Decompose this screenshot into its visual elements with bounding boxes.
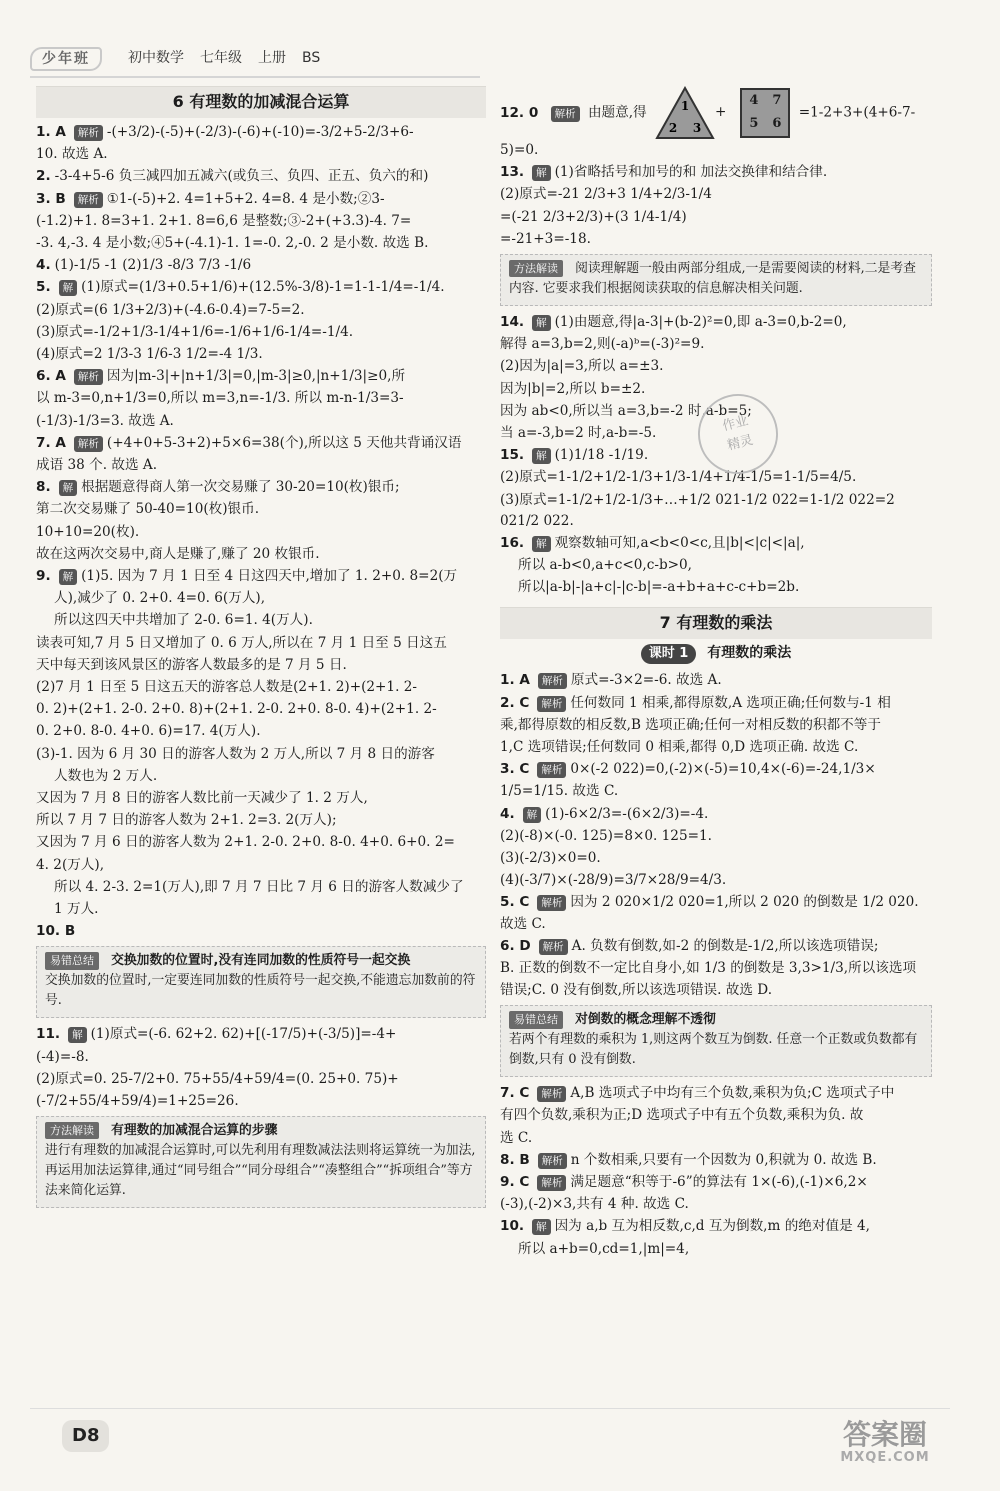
answer-text: 0×(-2 022)=0,(-2)×(-5)=10,4×(-6)=-24,1/3×: [570, 761, 876, 778]
answer-text: (2)原式=(6 1/3+2/3)+(-4.6-0.4)=7-5=2.: [36, 301, 305, 318]
answer-line: [500, 1216, 932, 1237]
answer-list-right-4: [500, 1083, 932, 1260]
shape-figure: [655, 86, 790, 140]
answer-text: (-3),(-2)×3,共有 4 种. 故选 C.: [500, 1196, 689, 1213]
answer-text: (1)原式=(1/3+0.5+1/6)+(12.5%-3/8)-1=1-1-1/4=-1/4.: [81, 279, 445, 296]
answer-text: (4)(-3/7)×(-28/9)=3/7×28/9=4/3.: [500, 872, 727, 889]
answer-line: [36, 433, 486, 454]
answer-line: [36, 411, 486, 432]
answer-line: [36, 255, 486, 276]
answer-text: (2)(-8)×(-0. 125)=8×0. 125=1.: [500, 827, 712, 844]
answer-text: 原式=-3×2=-6. 故选 A.: [570, 672, 722, 689]
plus-sign: +: [714, 104, 727, 121]
grade: 七年级: [200, 50, 242, 67]
answer-line: [500, 1239, 932, 1260]
answer-line: [500, 781, 932, 802]
answer-line: [500, 804, 932, 825]
answer-line: [36, 300, 486, 321]
answer-text: 因为 ab<0,所以当 a=3,b=-2 时,a-b=5;: [500, 402, 752, 419]
answer-line: [500, 715, 932, 736]
answer-text: (-1/3)-1/3=3. 故选 A.: [36, 412, 174, 429]
answer-tag: 解析: [551, 106, 580, 122]
answer-line: [36, 277, 486, 298]
box-body: 交换加数的位置时,一定要连同加数的性质符号一起交换,不能遗忘加数前的符号.: [45, 973, 476, 1009]
answer-line: [500, 356, 932, 377]
answer-tag: 解析: [74, 369, 103, 385]
volume: 上册: [258, 50, 286, 67]
answer-number: 11.: [36, 1026, 61, 1043]
answer-tag: 解析: [74, 125, 103, 141]
stamp-top: 作业: [721, 413, 750, 435]
answer-line: [36, 1091, 486, 1112]
answer-line: [36, 633, 486, 654]
square-cell: 5: [749, 116, 759, 132]
answer-text: -3-4+5-6 负三减四加五减六(或负三、负四、正五、负六的和): [54, 168, 429, 185]
answer-number: 7. C: [500, 1085, 530, 1102]
answer-text: (-7/2+55/4+59/4)=1+25=26.: [36, 1092, 239, 1109]
box-title: 有理数的加减混合运算的步骤: [111, 1123, 278, 1139]
section-title-6: 6 有理数的加减混合运算: [36, 86, 486, 118]
answer-number: 8. B: [500, 1151, 530, 1168]
answer-text: 错误;C. 0 没有倒数,所以该选项错误. 故选 D.: [500, 982, 773, 999]
answer-tag: 解: [532, 536, 551, 552]
answer-line: [36, 721, 486, 742]
answer-text: A. 负数有倒数,如-2 的倒数是-1/2,所以该选项错误;: [571, 937, 879, 954]
answer-number: 1. A: [500, 672, 530, 689]
answer-line: [500, 693, 932, 714]
answer-text: (3)原式=-1/2+1/3-1/4+1/6=-1/6+1/6-1/4=-1/4.: [36, 323, 354, 340]
answer-line: [500, 1105, 932, 1126]
answer-text: 人),减少了 0. 2+0. 4=0. 6(万人),: [54, 590, 266, 607]
answer-number: 15.: [500, 447, 525, 464]
answer-number: 2. C: [500, 694, 530, 711]
answer-text: -3. 4,-3. 4 是小数;④5+(-4.1)-1. 1=-0. 2,-0. 2 是小数. 故选 B.: [36, 234, 429, 251]
answer-text: (3)原式=1-1/2+1/2-1/3+…+1/2 021-1/2 022=1-1/2 022=2 021/2 022.: [500, 491, 895, 529]
answer-line: [500, 870, 932, 891]
error-summary-box-right: [500, 1005, 932, 1077]
answer-tag: 解析: [539, 939, 568, 955]
answer-text: 所以 a+b=0,cd=1,|m|=4,: [518, 1240, 690, 1257]
answer-text: (1)原式=(-6. 62+2. 62)+[(-17/5)+(-3/5)]=-4+: [90, 1026, 397, 1043]
answer-list-left: [36, 122, 486, 943]
answer-line: [36, 899, 486, 920]
lesson-pill: 课时 1: [641, 644, 697, 664]
answer-text: 因为|m-3|+|n+1/3|=0,|m-3|≥0,|n+1/3|≥0,所: [106, 368, 406, 385]
answer-text: 1 万人.: [54, 901, 99, 918]
answer-line: [500, 1128, 932, 1149]
answer-line: [36, 366, 486, 387]
box-tag: 方法解读: [509, 260, 563, 277]
square-cell: 4: [749, 93, 759, 109]
answer-text: 选 C.: [500, 1129, 533, 1146]
answer-tag: 解析: [538, 1153, 567, 1169]
answer-line: [36, 455, 486, 476]
triangle-left: 2: [668, 121, 678, 135]
answer-line: [36, 344, 486, 365]
box-tag: 易错总结: [509, 1011, 563, 1028]
answer-list-left-2: [36, 1024, 486, 1112]
answer-text: ①1-(-5)+2. 4=1+5+2. 4=8. 4 是小数;②3-: [106, 190, 385, 207]
answer-line: [500, 759, 932, 780]
answer-text: 读表可知,7 月 5 日又增加了 0. 6 万人,所以在 7 月 1 日至 5 日这五: [36, 634, 447, 651]
answer-line: [500, 184, 932, 205]
answer-text: 又因为 7 月 6 日的游客人数为 2+1. 2-0. 2+0. 8-0. 4+0. 6+0. 2=: [36, 834, 455, 851]
answer-line: [500, 379, 932, 400]
box-title: 交换加数的位置时,没有连同加数的性质符号一起交换: [111, 953, 411, 969]
answer-text: 成语 38 个. 故选 A.: [36, 457, 158, 473]
answer-line: [36, 877, 486, 898]
answer-line: [500, 1194, 932, 1215]
answer-text: 所以 7 月 7 日的游客人数为 2+1. 2=3. 2(万人);: [36, 812, 337, 829]
lesson-title: [500, 643, 932, 665]
answer-number: 2.: [36, 168, 51, 185]
answer-tag: 解析: [74, 192, 103, 208]
answer-number: 3. B: [36, 190, 66, 207]
answer-text: n 个数相乘,只要有一个因数为 0,积就为 0. 故选 B.: [570, 1151, 877, 1168]
answer-line: [500, 980, 932, 1001]
answer-line: [500, 1172, 932, 1193]
answer-text: =(-21 2/3+2/3)+(3 1/4-1/4): [500, 208, 687, 225]
answer-text: =-21+3=-18.: [500, 230, 591, 247]
answer-number: 12. 0: [500, 104, 539, 121]
answer-line: [500, 533, 932, 554]
answer-line: [500, 162, 932, 183]
answer-text: B. 正数的倒数不一定比自身小,如 1/3 的倒数是 3,3>1/3,所以该选项: [500, 959, 917, 976]
error-summary-box: [36, 946, 486, 1018]
box-tag: 方法解读: [45, 1122, 99, 1139]
watermark-site: MXQE.COM: [840, 1449, 930, 1465]
answer-line: [500, 670, 932, 691]
answer-line: [36, 1047, 486, 1068]
answer-line: [500, 936, 932, 957]
watermark-main: 答案圈: [842, 1418, 927, 1451]
answer-line: [36, 766, 486, 787]
answer-tag: 解: [59, 569, 78, 585]
answer-number: 10.: [500, 1218, 525, 1235]
answer-line: [36, 832, 486, 853]
answer-line: [500, 1083, 932, 1104]
answer-text: -(+3/2)-(-5)+(-2/3)-(-6)+(-10)=-3/2+5-2/3+6-: [106, 123, 414, 140]
answer-text: (1)1/18 -1/19.: [554, 447, 649, 464]
answer-line: [36, 699, 486, 720]
answer-text: 根据题意得商人第一次交易赚了 30-20=10(枚)银币;: [81, 479, 400, 496]
answer-tag: 解析: [537, 696, 566, 712]
answer-text: (2)原式=0. 25-7/2+0. 75+55/4+59/4=(0. 25+0. 75)+: [36, 1070, 399, 1087]
answer-line: [500, 555, 932, 576]
answer-line: [500, 577, 932, 598]
answer-line: [500, 848, 932, 869]
answer-text: (-1.2)+1. 8=3+1. 2+1. 8=6,6 是整数;③-2+(+3.3)-4. 7=: [36, 212, 412, 229]
method-box: [36, 1116, 486, 1208]
box-tag: 易错总结: [45, 952, 99, 969]
answer-line: [500, 892, 932, 934]
box-body: 进行有理数的加减混合运算时,可以先利用有理数减法法则将运算统一为加法,再运用加法运算律,通过“同号组合”“同分母组合”“凑整组合”“拆项组合”等方法来简化运算.: [45, 1143, 476, 1198]
answer-number: 10. B: [36, 923, 76, 940]
answer-text: (-4)=-8.: [36, 1048, 89, 1065]
answer-text: 因为 2 020×1/2 020=1,所以 2 020 的倒数是 1/2 020. 故选 C.: [500, 894, 919, 932]
answer-line: [500, 826, 932, 847]
answer-line: [36, 855, 486, 876]
answer-text: 所以这四天中共增加了 2-0. 6=1. 4(万人).: [54, 612, 313, 629]
answer-tag: 解: [532, 315, 551, 331]
square-cell: 7: [772, 93, 782, 109]
answer-line: [36, 166, 486, 187]
answer-text: (1)由题意,得|a-3|+(b-2)²=0,即 a-3=0,b-2=0,: [554, 313, 847, 330]
answer-tag: 解: [532, 1219, 551, 1235]
answer-text: 所以 4. 2-3. 2=1(万人),即 7 月 7 日比 7 月 6 日的游客人数减少了: [54, 878, 464, 895]
answer-text: =1-2+3+(4+6-7-5)=0.: [500, 104, 916, 158]
answer-text: (2)因为|a|=3,所以 a=±3.: [500, 358, 664, 375]
answer-text: 因为|b|=2,所以 b=±2.: [500, 380, 646, 397]
answer-text: (+4+0+5-3+2)+5×6=38(个),所以这 5 天他共背诵汉语: [106, 434, 462, 451]
answer-line: [36, 1024, 486, 1045]
footer-divider: [30, 1408, 950, 1409]
answer-text: 天中每天到该风景区的游客人数最多的是 7 月 5 日.: [36, 656, 347, 673]
site-watermark: [810, 1420, 960, 1480]
answer-text: 乘,都得原数的相反数,B 选项正确;任何一对相反数的积都不等于: [500, 716, 881, 733]
answer-text: 0. 2)+(2+1. 2-0. 2+0. 8)+(2+1. 2-0. 2+0. 8-0. 4)+(2+1. 2-: [36, 701, 437, 718]
box-title: 对倒数的概念理解不透彻: [575, 1012, 716, 1028]
answer-text: 4. 2(万人),: [36, 856, 105, 873]
answer-12: [500, 86, 932, 161]
triangle-shape: [655, 86, 715, 140]
answer-line: [36, 788, 486, 809]
answer-number: 9.: [36, 568, 51, 585]
answer-text: 故在这两次交易中,商人是赚了,赚了 20 枚银币.: [36, 545, 320, 562]
answer-line: [36, 211, 486, 232]
answer-text: (1)-1/5 -1 (2)1/3 -8/3 7/3 -1/6: [54, 257, 252, 274]
answer-text: (4)原式=2 1/3-3 1/6-3 1/2=-4 1/3.: [36, 345, 263, 362]
answer-line: [36, 233, 486, 254]
section-title-7: 7 有理数的乘法: [500, 607, 932, 639]
answer-line: [500, 1150, 932, 1171]
answer-number: 8.: [36, 479, 51, 496]
answer-list-right: [500, 162, 932, 250]
answer-number: 1. A: [36, 123, 66, 140]
answer-number: 4.: [36, 257, 51, 274]
answer-line: [36, 921, 486, 942]
answer-number: 16.: [500, 534, 525, 551]
answer-line: [36, 522, 486, 543]
answer-number: 9. C: [500, 1174, 530, 1191]
answer-tag: 解: [59, 280, 78, 296]
answer-text: (1)5. 因为 7 月 1 日至 4 日这四天中,增加了 1. 2+0. 8=2(万: [81, 568, 458, 585]
answer-line: [36, 477, 486, 498]
answer-number: 6. D: [500, 937, 531, 954]
answer-text: A,B 选项式子中均有三个负数,乘积为负;C 选项式子中: [570, 1085, 895, 1102]
stamp-bottom: 精灵: [725, 433, 755, 454]
answer-line: [36, 810, 486, 831]
answer-line: [36, 655, 486, 676]
page-header: [30, 44, 500, 74]
answer-tag: 解: [532, 448, 551, 464]
square-shape: [740, 88, 790, 138]
answer-text: 第二次交易赚了 50-40=10(枚)银币.: [36, 501, 260, 518]
answer-line: [36, 122, 486, 143]
left-column: [36, 86, 486, 1214]
answer-tag: 解析: [537, 1086, 566, 1102]
lesson-name: 有理数的乘法: [707, 644, 792, 661]
answer-number: 4.: [500, 805, 515, 822]
answer-text: 10+10=20(枚).: [36, 523, 140, 540]
answer-line: [36, 388, 486, 409]
answer-line: [36, 144, 486, 165]
answer-number: 13.: [500, 164, 525, 181]
answer-line: [36, 499, 486, 520]
answer-text: (1)省略括号和加号的和 加法交换律和结合律.: [554, 164, 828, 181]
answer-text: 人数也为 2 万人.: [54, 767, 158, 784]
answer-line: [500, 334, 932, 355]
answer-tag: 解析: [537, 895, 566, 911]
answer-line: [36, 610, 486, 631]
answer-text: 有四个负数,乘积为正;D 选项式子中有五个负数,乘积为负. 故: [500, 1107, 864, 1124]
answer-number: 3. C: [500, 761, 530, 778]
edition: BS: [302, 50, 321, 67]
answer-line: [500, 737, 932, 758]
answer-number: 5. C: [500, 894, 530, 911]
answer-tag: 解: [68, 1027, 87, 1043]
answer-line: [500, 958, 932, 979]
answer-text: 以 m-3=0,n+1/3=0,所以 m=3,n=-1/3. 所以 m-n-1/3=3-: [36, 390, 404, 407]
answer-tag: 解: [532, 165, 551, 181]
answer-line: [36, 744, 486, 765]
answer-number: 6. A: [36, 368, 66, 385]
answer-text: 满足题意“积等于-6”的算法有 1×(-6),(-1)×6,2×: [570, 1174, 868, 1191]
subject: 初中数学: [128, 50, 184, 67]
answer-line: [36, 322, 486, 343]
answer-text: 观察数轴可知,a<b<0<c,且|b|<|c|<|a|,: [554, 534, 805, 551]
answer-text: 解得 a=3,b=2,则(-a)ᵇ=(-3)²=9.: [500, 336, 705, 353]
answer-text: 所以|a-b|-|a+c|-|c-b|=-a+b+a+c-c+b=2b.: [518, 579, 800, 596]
right-column: [500, 86, 932, 1261]
answer-line: [500, 207, 932, 228]
answer-text: 所以 a-b<0,a+c<0,c-b>0,: [518, 557, 693, 574]
box-body: 若两个有理数的乘积为 1,则这两个数互为倒数. 任意一个正数或负数都有倒数,只有 0 没有倒数.: [509, 1032, 918, 1068]
header-divider: [30, 76, 480, 78]
answer-line: [500, 312, 932, 333]
triangle-right: 3: [692, 121, 702, 135]
answer-text: 又因为 7 月 8 日的游客人数比前一天减少了 1. 2 万人,: [36, 790, 368, 807]
answer-line: [36, 1069, 486, 1090]
answer-line: [500, 467, 932, 488]
answer-number: 7. A: [36, 434, 66, 451]
answer-text: (3)(-2/3)×0=0.: [500, 849, 601, 866]
logo: 少年班: [30, 47, 102, 71]
answer-text: 0. 2+0. 8-0. 4+0. 6)=17. 4(万人).: [36, 723, 261, 740]
answer-line: [36, 566, 486, 587]
answer-text: 当 a=-3,b=2 时,a-b=-5.: [500, 424, 657, 441]
box-body: 阅读理解题一般由两部分组成,一是需要阅读的材料,二是考查内容. 它要求我们根据阅读获取的信息解决相关问题.: [509, 261, 916, 296]
square-cell: 6: [772, 116, 782, 132]
answer-number: 14.: [500, 313, 525, 330]
answer-text: 因为 a,b 互为相反数,c,d 互为倒数,m 的绝对值是 4,: [554, 1218, 870, 1235]
answer-text: (2)原式=-21 2/3+3 1/4+2/3-1/4: [500, 186, 712, 203]
answer-line: [500, 490, 932, 532]
method-box-right: [500, 254, 932, 306]
answer-line: [36, 189, 486, 210]
answer-line: [36, 544, 486, 565]
answer-tag: 解析: [74, 436, 103, 452]
answer-line: [36, 677, 486, 698]
answer-line: [500, 229, 932, 250]
answer-text: (1)-6×2/3=-(6×2/3)=-4.: [545, 805, 709, 822]
answer-list-right-3: [500, 670, 932, 1001]
answer-number: 5.: [36, 279, 51, 296]
answer-text: 任何数同 1 相乘,都得原数,A 选项正确;任何数与-1 相: [570, 694, 891, 711]
answer-text: 10. 故选 A.: [36, 146, 108, 163]
answer-text: (3)-1. 因为 6 月 30 日的游客人数为 2 万人,所以 7 月 8 日的游客: [36, 745, 435, 762]
page-number: D8: [62, 1420, 109, 1452]
answer-tag: 解析: [537, 1175, 566, 1191]
answer-text: (2)原式=1-1/2+1/2-1/3+1/3-1/4+1/4-1/5=1-1/5=4/5.: [500, 469, 857, 486]
answer-tag: 解析: [538, 673, 567, 689]
answer-text: 1/5=1/15. 故选 C.: [500, 783, 619, 800]
answer-text: 由题意,得: [587, 104, 647, 121]
answer-tag: 解析: [537, 762, 566, 778]
triangle-top: 1: [680, 99, 690, 113]
answer-text: (2)7 月 1 日至 5 日这五天的游客总人数是(2+1. 2)+(2+1. 2-: [36, 679, 417, 696]
answer-tag: 解: [59, 480, 78, 496]
answer-tag: 解: [523, 807, 542, 823]
answer-line: [36, 588, 486, 609]
answer-text: 1,C 选项错误;任何数同 0 相乘,都得 0,D 选项正确. 故选 C.: [500, 738, 859, 755]
